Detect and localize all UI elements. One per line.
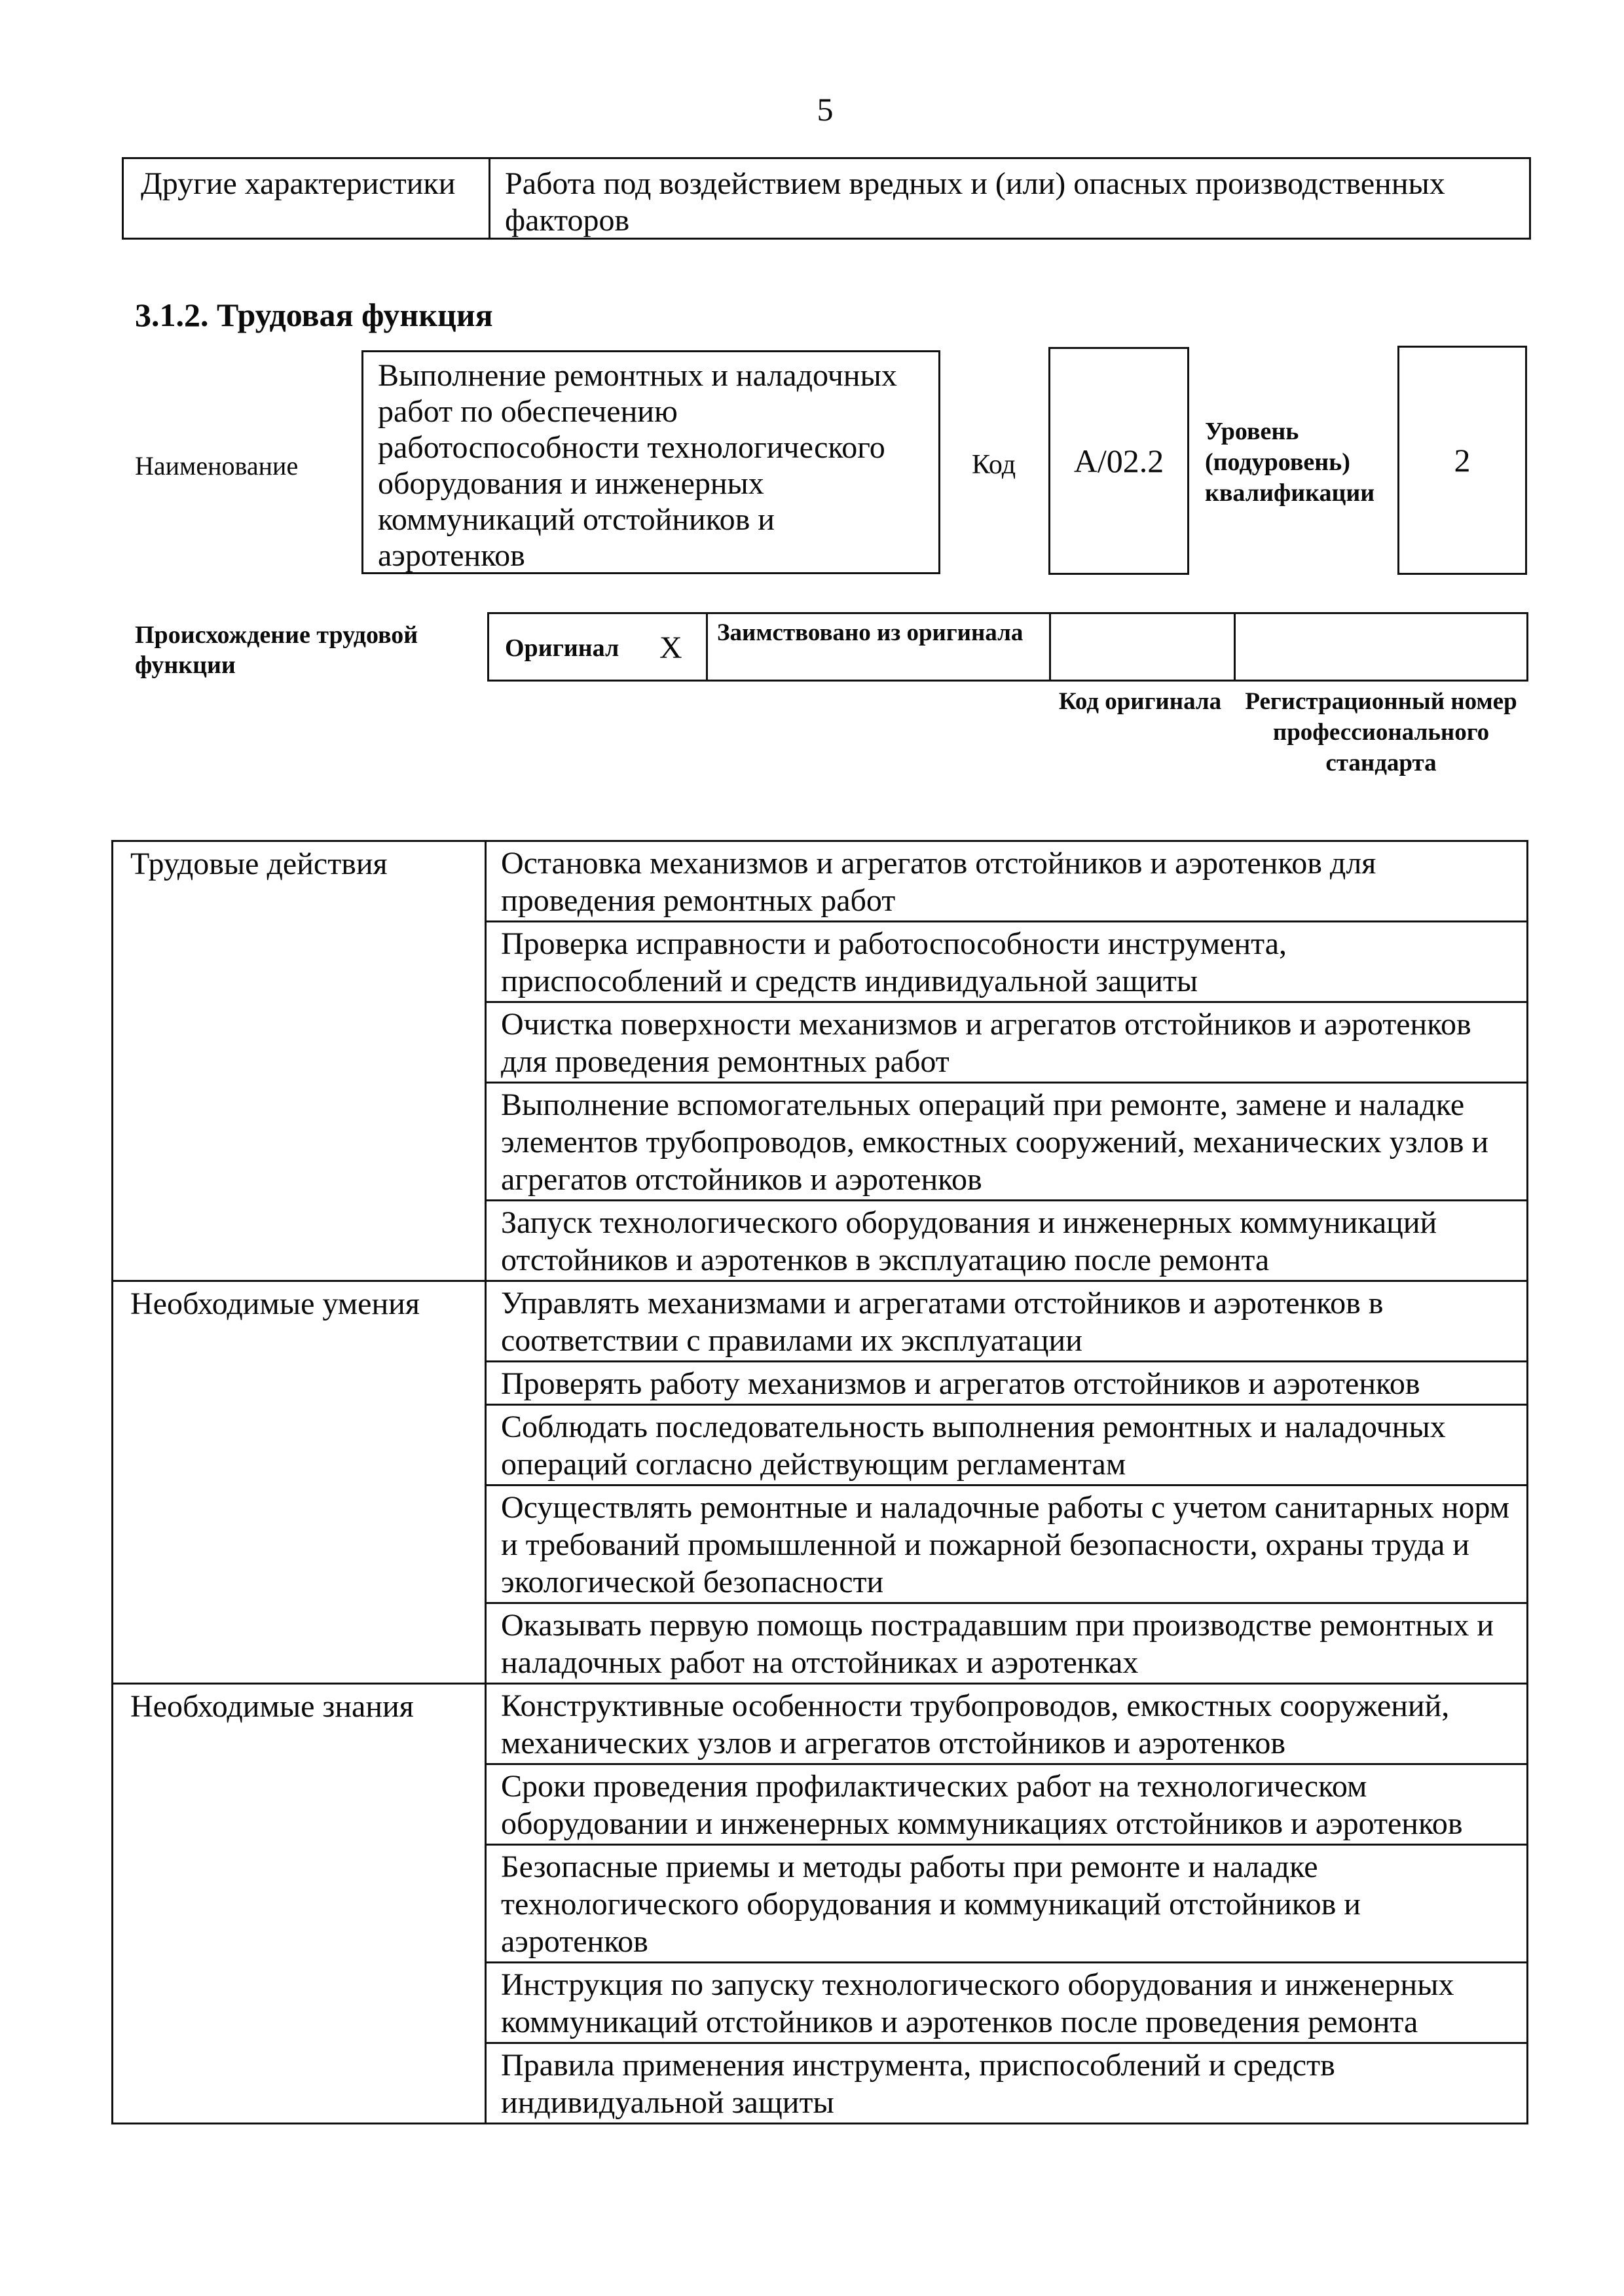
table-row: Осуществлять ремонтные и наладочные работы с учетом санитарных норм и требований промышленной и пожарной безопасности, охраны труда и экологической безопасности (487, 1484, 1526, 1602)
group-label: Необходимые знания (113, 1685, 487, 2123)
group-label: Необходимые умения (113, 1282, 487, 1683)
other-characteristics-label: Другие характеристики (124, 159, 490, 238)
group-required-knowledge (113, 1683, 1526, 2123)
table-row: Выполнение вспомогательных операций при ремонте, замене и наладке элементов трубопроводов, емкостных сооружений, механических узлов и агрегатов отстойников и аэротенков (487, 1082, 1526, 1199)
table-row: Оказывать первую помощь пострадавшим при производстве ремонтных и наладочных работ на отстойниках и аэротенках (487, 1602, 1526, 1683)
other-characteristics-value: Работа под воздействием вредных и (или) опасных производственных факторов (505, 166, 1445, 238)
origin-original-mark: X (659, 630, 682, 665)
group-label: Трудовые действия (113, 842, 487, 1280)
reg-number-caption: Регистрационный номер профессионального стандарта (1245, 688, 1517, 776)
origin-original-label: Оригинал (505, 634, 619, 662)
table-row: Конструктивные особенности трубопроводов, емкостных сооружений, механических узлов и агрегатов отстойников и аэротенков (501, 1688, 1450, 1760)
table-row: Инструкция по запуску технологического оборудования и инженерных коммуникаций отстойников и аэротенков после проведения ремонта (487, 1961, 1526, 2042)
table-row: Проверка исправности и работоспособности инструмента, приспособлений и средств индивидуальной защиты (487, 920, 1526, 1001)
page-number: 5 (817, 91, 834, 128)
group-labor-actions (113, 842, 1526, 1280)
origin-code-caption: Код оригинала (1058, 688, 1222, 715)
group-required-skills (113, 1280, 1526, 1683)
qualification-level-value: 2 (1397, 346, 1527, 575)
origin-borrowed-label: Заимствовано из оригинала (708, 614, 1051, 680)
origin-original-cell (489, 614, 708, 680)
section-title: 3.1.2. Трудовая функция (135, 297, 493, 333)
function-code-label: Код (972, 450, 1016, 480)
function-details-table (111, 840, 1528, 2124)
table-row: Сроки проведения профилактических работ на технологическом оборудовании и инженерных коммуникациях отстойников и аэротенков (487, 1763, 1526, 1844)
table-row: Управлять механизмами и агрегатами отстойников и аэротенков в соответствии с правилами их эксплуатации (501, 1286, 1384, 1358)
origin-label: Происхождение трудовой функции (135, 621, 418, 679)
qualification-level-label: Уровень (подуровень) квалификации (1205, 418, 1375, 507)
table-row: Безопасные приемы и методы работы при ремонте и наладке технологического оборудования и коммуникаций отстойников и аэротенков (487, 1844, 1526, 1961)
table-row: Правила применения инструмента, приспособлений и средств индивидуальной защиты (487, 2042, 1526, 2123)
table-row: Очистка поверхности механизмов и агрегатов отстойников и аэротенков для проведения ремонтных работ (487, 1001, 1526, 1082)
origin-table (487, 612, 1528, 682)
origin-reg-number-cell (1236, 614, 1526, 680)
table-row: Запуск технологического оборудования и инженерных коммуникаций отстойников и аэротенков в эксплуатацию после ремонта (487, 1199, 1526, 1280)
origin-code-cell (1051, 614, 1236, 680)
function-code-value: А/02.2 (1048, 347, 1189, 575)
table-row: Остановка механизмов и агрегатов отстойников и аэротенков для проведения ремонтных работ (501, 846, 1376, 918)
table-row: Соблюдать последовательность выполнения ремонтных и наладочных операций согласно действующим регламентам (487, 1404, 1526, 1484)
function-name-value: Выполнение ремонтных и наладочных работ по обеспечению работоспособности технологического оборудования и инженерных коммуникаций отстойников и аэротенков (361, 350, 940, 574)
function-name-label: Наименование (135, 451, 299, 481)
table-row: Проверять работу механизмов и агрегатов отстойников и аэротенков (487, 1360, 1526, 1404)
other-characteristics-table (122, 157, 1531, 240)
